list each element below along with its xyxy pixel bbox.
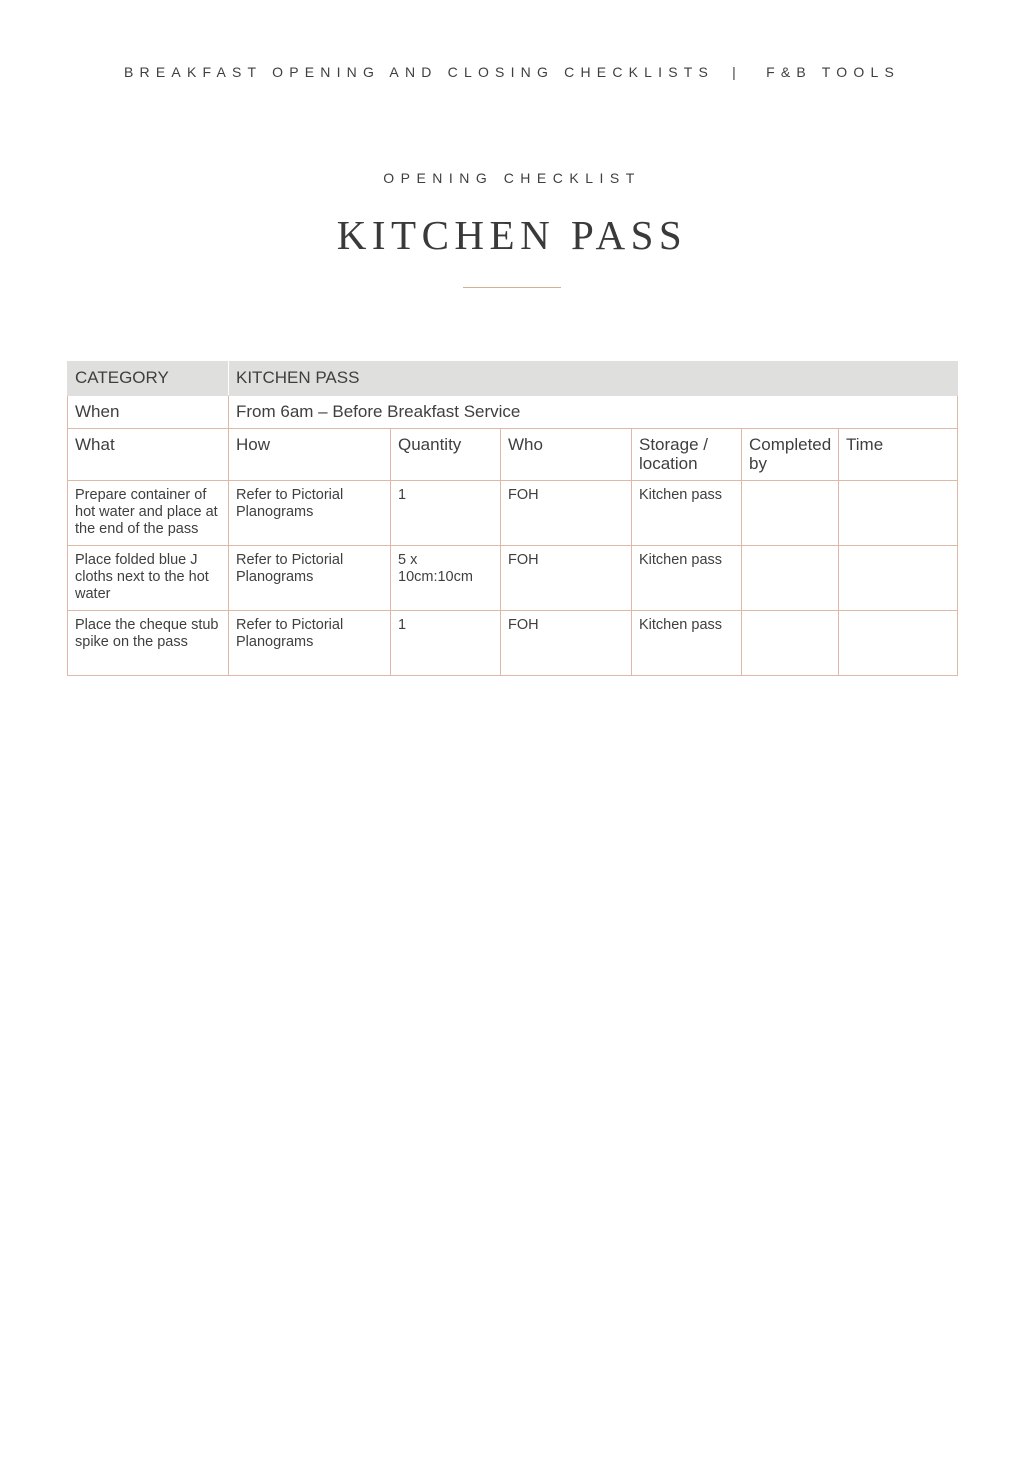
title-divider xyxy=(463,287,561,288)
column-header-who: Who xyxy=(501,429,632,481)
cell-how: Refer to Pictorial Planograms xyxy=(229,481,391,546)
column-header-quantity: Quantity xyxy=(391,429,501,481)
cell-what: Prepare container of hot water and place at the end of the pass xyxy=(68,481,229,546)
cell-storage: Kitchen pass xyxy=(632,611,742,676)
cell-completed-by[interactable] xyxy=(742,546,839,611)
column-header-storage: Storage / location xyxy=(632,429,742,481)
cell-quantity: 1 xyxy=(391,611,501,676)
cell-how: Refer to Pictorial Planograms xyxy=(229,611,391,676)
category-row xyxy=(68,362,958,396)
table-row xyxy=(68,546,958,611)
cell-time[interactable] xyxy=(839,481,958,546)
category-label: CATEGORY xyxy=(68,362,229,396)
cell-who: FOH xyxy=(501,546,632,611)
cell-quantity: 5 x 10cm:10cm xyxy=(391,546,501,611)
cell-storage: Kitchen pass xyxy=(632,481,742,546)
cell-storage: Kitchen pass xyxy=(632,546,742,611)
cell-who: FOH xyxy=(501,481,632,546)
cell-completed-by[interactable] xyxy=(742,481,839,546)
cell-who: FOH xyxy=(501,611,632,676)
section-eyebrow: OPENING CHECKLIST xyxy=(383,170,641,186)
running-header-title: BREAKFAST OPENING AND CLOSING CHECKLISTS xyxy=(124,64,715,80)
running-header-separator: | xyxy=(732,64,743,80)
checklist-table xyxy=(67,361,958,676)
column-header-time: Time xyxy=(839,429,958,481)
page-title: KITCHEN PASS xyxy=(336,212,688,258)
cell-quantity: 1 xyxy=(391,481,501,546)
cell-what: Place the cheque stub spike on the pass xyxy=(68,611,229,676)
column-header-completed-by: Completed by xyxy=(742,429,839,481)
column-header-row xyxy=(68,429,958,481)
table-row xyxy=(68,481,958,546)
running-header xyxy=(0,64,1024,80)
cell-time[interactable] xyxy=(839,546,958,611)
cell-completed-by[interactable] xyxy=(742,611,839,676)
table-row xyxy=(68,611,958,676)
cell-time[interactable] xyxy=(839,611,958,676)
when-value: From 6am – Before Breakfast Service xyxy=(229,396,958,429)
column-header-how: How xyxy=(229,429,391,481)
when-row xyxy=(68,396,958,429)
cell-how: Refer to Pictorial Planograms xyxy=(229,546,391,611)
column-header-what: What xyxy=(68,429,229,481)
when-label: When xyxy=(68,396,229,429)
running-header-brand: F&B TOOLS xyxy=(766,64,900,80)
cell-what: Place folded blue J cloths next to the hot water xyxy=(68,546,229,611)
category-value: KITCHEN PASS xyxy=(229,362,958,396)
